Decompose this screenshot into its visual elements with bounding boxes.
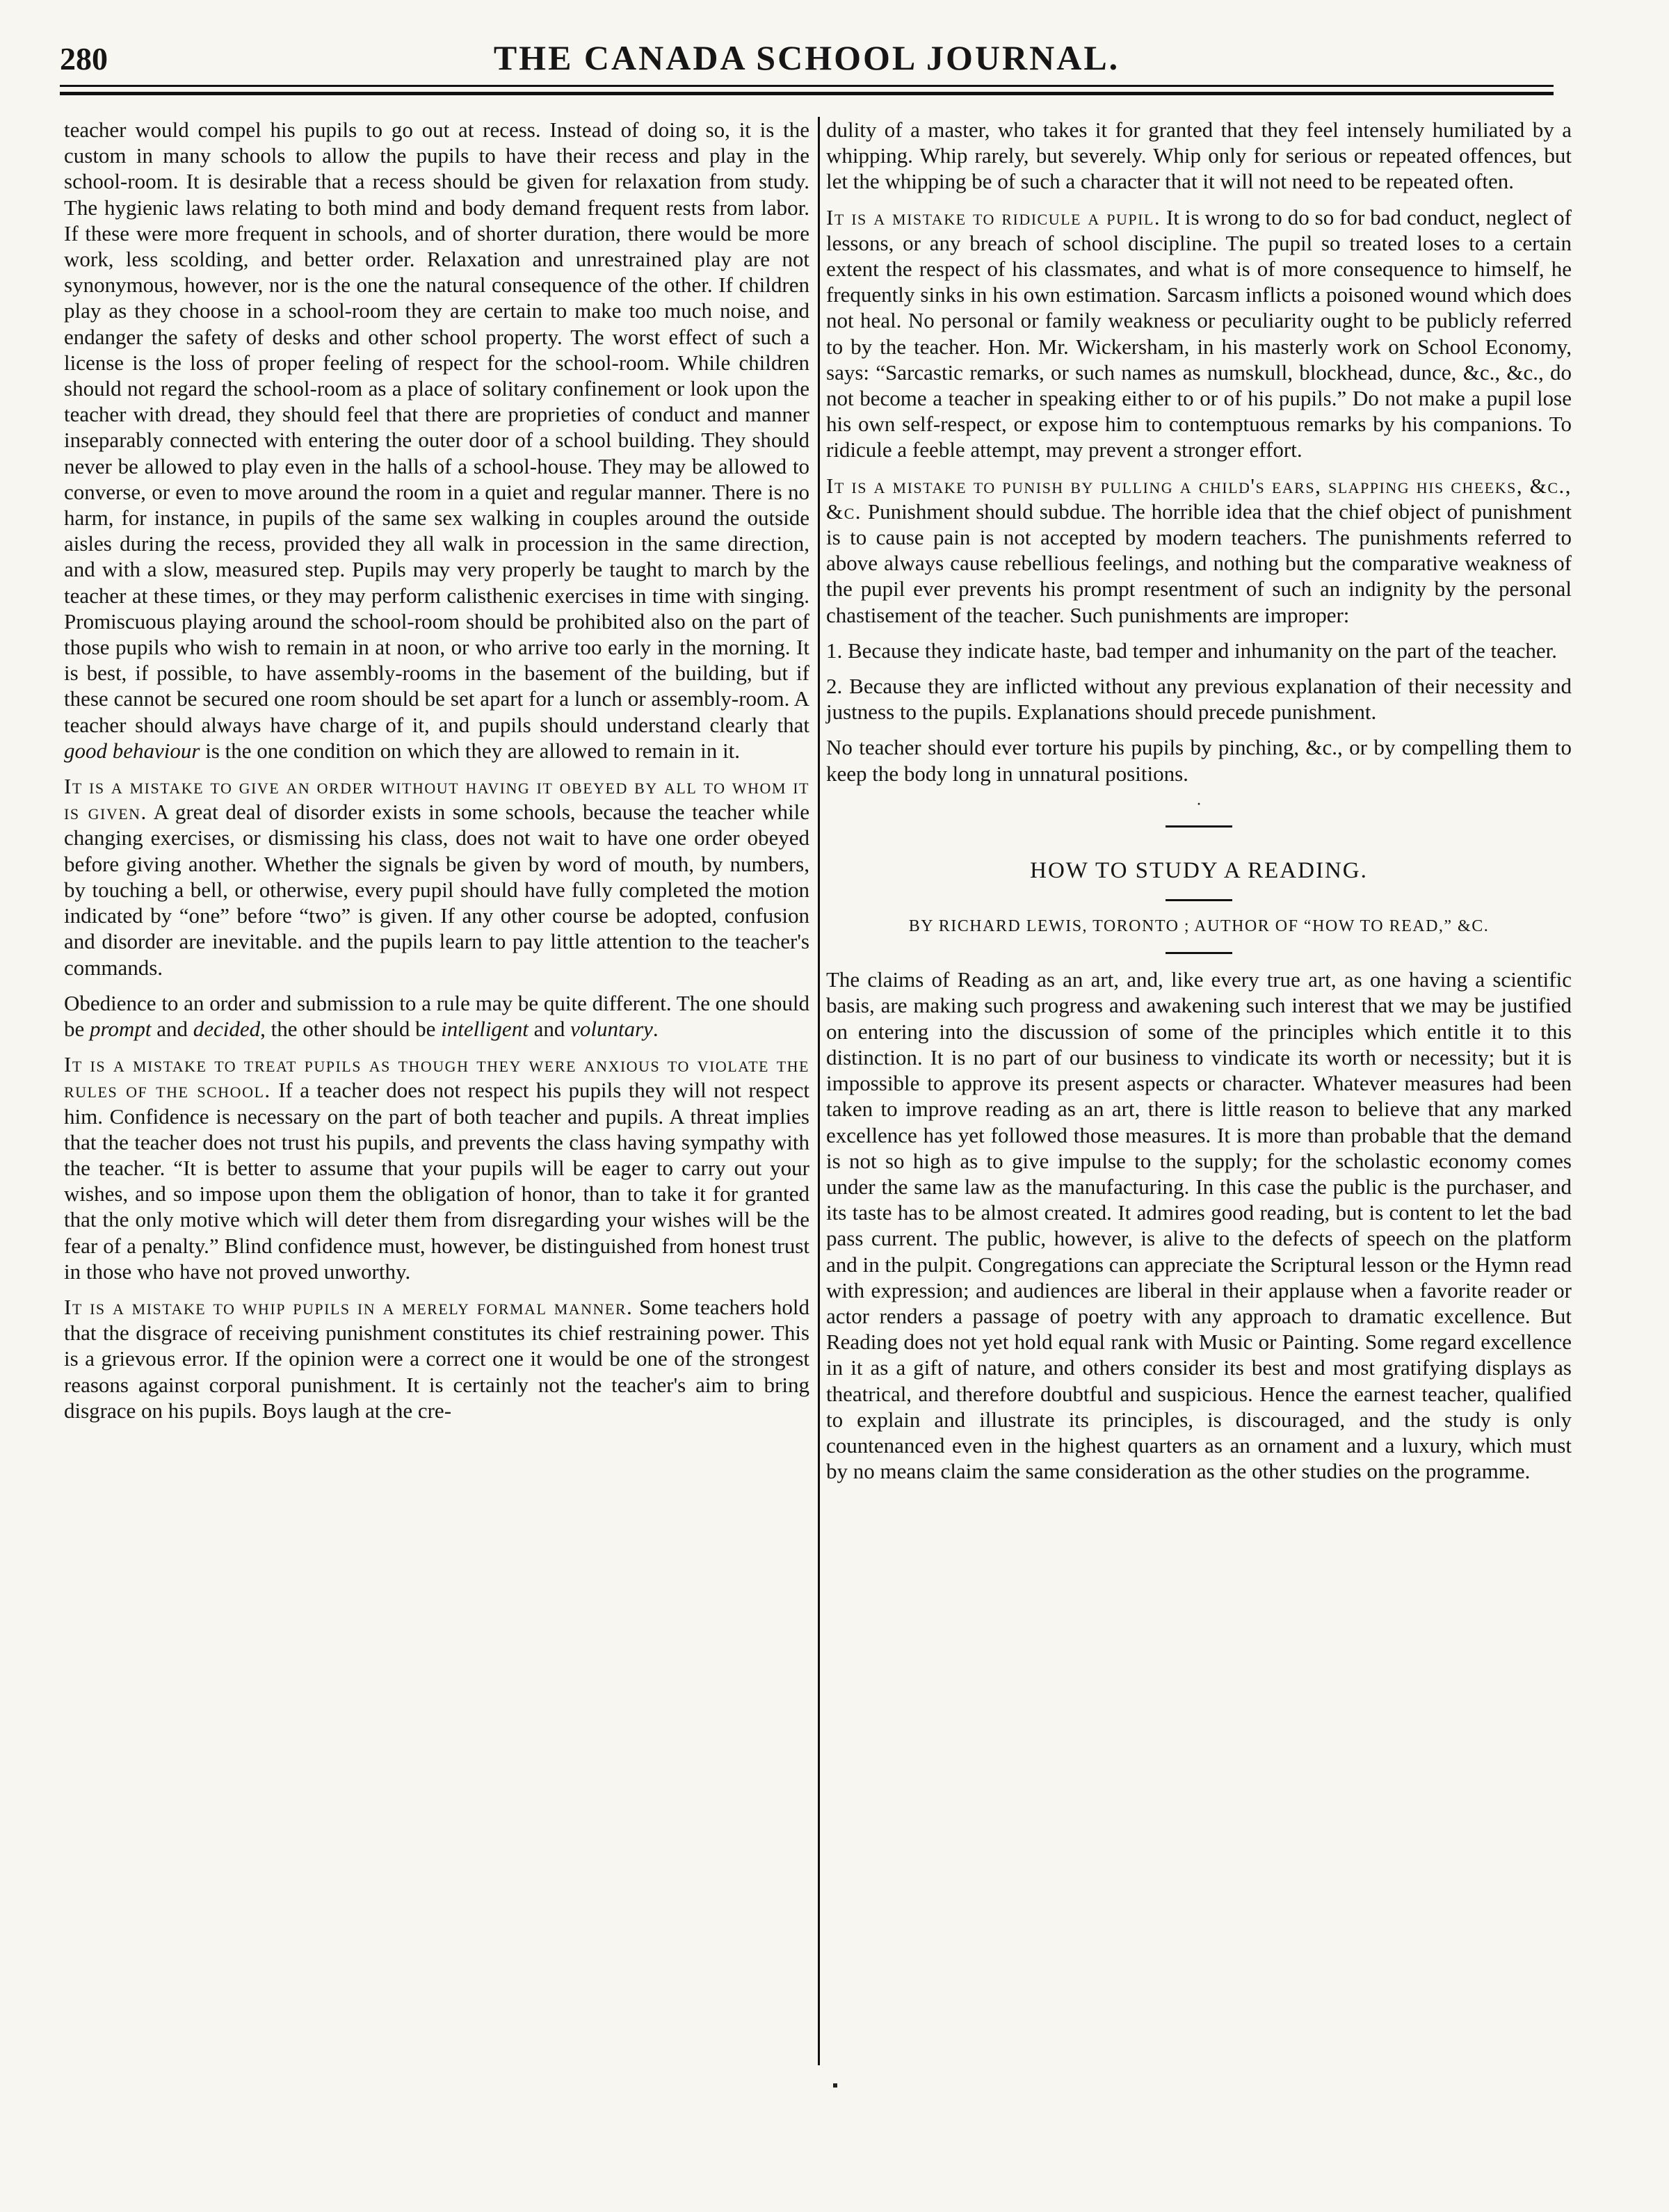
column-divider bbox=[818, 117, 820, 2065]
header-rule-thin bbox=[60, 85, 1554, 87]
paragraph: It is a mistake to punish by pulling a child's ears, slapping his cheeks, &c., &c. Punishment should subdue. The horrible idea that the chief object of punishment is to cause pain is not accepted by modern teachers. The punishments referred to above always cause rebellious feelings, and nothing but the comparative weakness of the pupil ever prevents his prompt resentment of such an indignity by the personal chastisement of the teacher. Such punishments are improper: bbox=[826, 473, 1572, 627]
center-rule bbox=[1166, 899, 1232, 901]
section-lead: It is a mistake to treat pupils as though they were anxious to violate the rules of the school. bbox=[64, 1052, 809, 1103]
list-item: 2. Because they are inflicted without any previous explanation of their necessity and justness to the pupils. Explanations should precede punishment. bbox=[826, 674, 1572, 725]
section-heading: HOW TO STUDY A READING. bbox=[1030, 857, 1368, 883]
journal-title: THE CANADA SCHOOL JOURNAL. bbox=[493, 38, 1120, 77]
byline: BY RICHARD LEWIS, TORONTO ; AUTHOR OF “HOW TO READ,” &C. bbox=[908, 917, 1490, 936]
page-header bbox=[60, 38, 1554, 83]
section-lead: It is a mistake to ridicule a pupil. bbox=[826, 204, 1161, 229]
paragraph: It is a mistake to give an order without having it obeyed by all to whom it is given. A great deal of disorder exists in some schools, because the teacher while changing exercises, or dismissing his class, does not wait to have one order obeyed before giving another. Whether the signals be given by word of mouth, by numbers, by touching a bell, or otherwise, every pupil should have fully completed the motion indicated by “one” before “two” is given. If any other course be adopted, confusion and disorder are inevitable. and the pupils learn to pay little attention to the teacher's commands. bbox=[64, 774, 809, 980]
paragraph: It is a mistake to ridicule a pupil. It is wrong to do so for bad conduct, neglect of lessons, or any breach of school discipline. The pupil so treated loses to a certain extent the respect of his classmates, and what is of more consequence to himself, he frequently sinks in his own estimation. Sarcasm inflicts a poisoned wound which does not heal. No personal or family weakness or peculiarity ought to be publicly referred to by the teacher. Hon. Mr. Wickersham, in his masterly work on School Economy, says: “Sarcastic remarks, or such names as numskull, blockhead, dunce, &c., &c., do not become a teacher in speaking either to or of his pupils.” Do not make a pupil lose his own self-respect, or expose him to contemptuous remarks by his companions. To ridicule a feeble attempt, may prevent a stronger effort. bbox=[826, 204, 1572, 462]
page-number: 280 bbox=[60, 41, 108, 76]
header-rule-thick bbox=[60, 92, 1554, 95]
paragraph: It is a mistake to whip pupils in a merely formal manner. Some teachers hold that the disgrace of receiving punishment constitutes its chief restraining power. This is a grievous error. If the opinion were a correct one it would be one of the strongest reasons against corporal punishment. It is certainly not the teacher's aim to bring disgrace on his pupils. Boys laugh at the cre- bbox=[64, 1294, 810, 1423]
paragraph: No teacher should ever torture his pupils by pinching, &c., or by compelling them to keep the body long in unnatural positions. bbox=[826, 735, 1572, 786]
center-rule bbox=[1166, 825, 1232, 828]
section-lead: It is a mistake to give an order without having it obeyed by all to whom it is given. bbox=[64, 774, 809, 825]
section-lead: It is a mistake to whip pupils in a merely formal manner. bbox=[64, 1294, 634, 1319]
paragraph: Obedience to an order and submission to a rule may be quite different. The one should be prompt and decided, the other should be intelligent and voluntary. bbox=[64, 990, 809, 1041]
paragraph: The claims of Reading as an art, and, like every true art, as one having a scientific basis, are making such progress and awakening such interest that we may be justified on entering into the discussion of some of the principles which entitle it to this distinction. It is no part of our business to vindicate its worth or necessity; but it is impossible to approve its present aspects or character. Whatever measures had been taken to improve reading as an art, there is little reason to believe that any marked excellence has yet followed those measures. It is more than probable that the demand is not so high as to give impulse to the supply; for the scholastic economy comes under the same law as the manufacturing. In this case the public is the purchaser, and its taste has to be almost created. It admires good reading, but is content to let the bad pass current. The public, however, is alive to the defects of speech on the platform and in the pulpit. Congregations can appreciate the Scriptural lesson or the Hymn read with expression; and audiences are liberal in their applause when a favorite reader or actor renders a passage of poetry with any approach to dramatic excellence. But Reading does not yet hold equal rank with Music or Painting. Some regard excellence in it as a gift of nature, and others consider its best and most gratifying displays as theatrical, and therefore doubtful and suspicious. Hence the earnest teacher, qualified to explain and illustrate its principles, is discouraged, and the study is only countenanced even in the highest quarters as an ornament and a luxury, which must by no means claim the same consideration as the other studies on the programme. bbox=[826, 967, 1572, 1484]
paragraph: teacher would compel his pupils to go out at recess. Instead of doing so, it is the custom in many schools to allow the pupils to have their recess and play in the school-room. It is desirable that a recess should be given for relaxation from study. The hygienic laws relating to both mind and body demand frequent rests from labor. If these were more frequent in schools, and of shorter duration, there would be more work, less scolding, and better order. Relaxation and unrestrained play are not synonymous, however, nor is the one the natural consequence of the other. If children play as they choose in a school-room they are certain to make too much noise, and endanger the safety of desks and other school property. The worst effect of such a license is the loss of proper feeling of respect for the school-room. While children should not regard the school-room as a place of solitary confinement or look upon the teacher with dread, they should feel that there are proprieties of conduct and manner inseparably connected with entering the outer door of a school building. They should never be allowed to play even in the halls of a school-house. They may be allowed to converse, or even to move around the room in a quiet and regular manner. There is no harm, for instance, in pupils of the same sex walking in couples around the outside aisles during the recess, provided they all walk in procession in the same direction, and with a slow, measured step. Pupils may very properly be taught to march by the teacher at these times, or they may perform calisthenic exercises in time with singing. Promiscuous playing around the school-room should be prohibited also on the part of those pupils who wish to remain in at noon, or who arrive too early in the morning. It is best, if possible, to have assembly-rooms in the basement of the building, but if these cannot be secured one room should be set apart for a lunch or assembly-room. A teacher should always have charge of it, and pupils should understand clearly that good behaviour is the one condition on which they are allowed to remain in it. bbox=[64, 118, 809, 763]
paragraph: dulity of a master, who takes it for granted that they feel intensely humiliated by a whipping. Whip rarely, but severely. Whip only for serious or repeated offences, but let the whipping be of such a character that it will not need to be repeated often. bbox=[826, 118, 1572, 194]
ornament-dot: · bbox=[1196, 795, 1202, 814]
center-rule bbox=[1166, 952, 1232, 954]
list-item: 1. Because they indicate haste, bad temper and inhumanity on the part of the teacher. bbox=[826, 638, 1558, 663]
left-column bbox=[64, 117, 809, 1433]
right-column bbox=[826, 117, 1572, 1494]
ornament-dot bbox=[833, 2083, 837, 2088]
paragraph: It is a mistake to treat pupils as though they were anxious to violate the rules of the school. If a teacher does not respect his pupils they will not respect him. Confidence is necessary on the part of both teacher and pupils. A threat implies that the teacher does not trust his pupils, and prevents the class having sympathy with the teacher. “It is better to assume that your pupils will be eager to carry out your wishes, and so impose upon them the obligation of honor, than to take it for granted that the only motive which will deter them from disregarding your wishes will be the fear of a penalty.” Blind confidence must, however, be distinguished from honest trust in those who have not proved unworthy. bbox=[64, 1052, 810, 1284]
section-lead: It is a mistake to punish by pulling a child's ears, slapping his cheeks, &c., &c. bbox=[826, 473, 1572, 524]
